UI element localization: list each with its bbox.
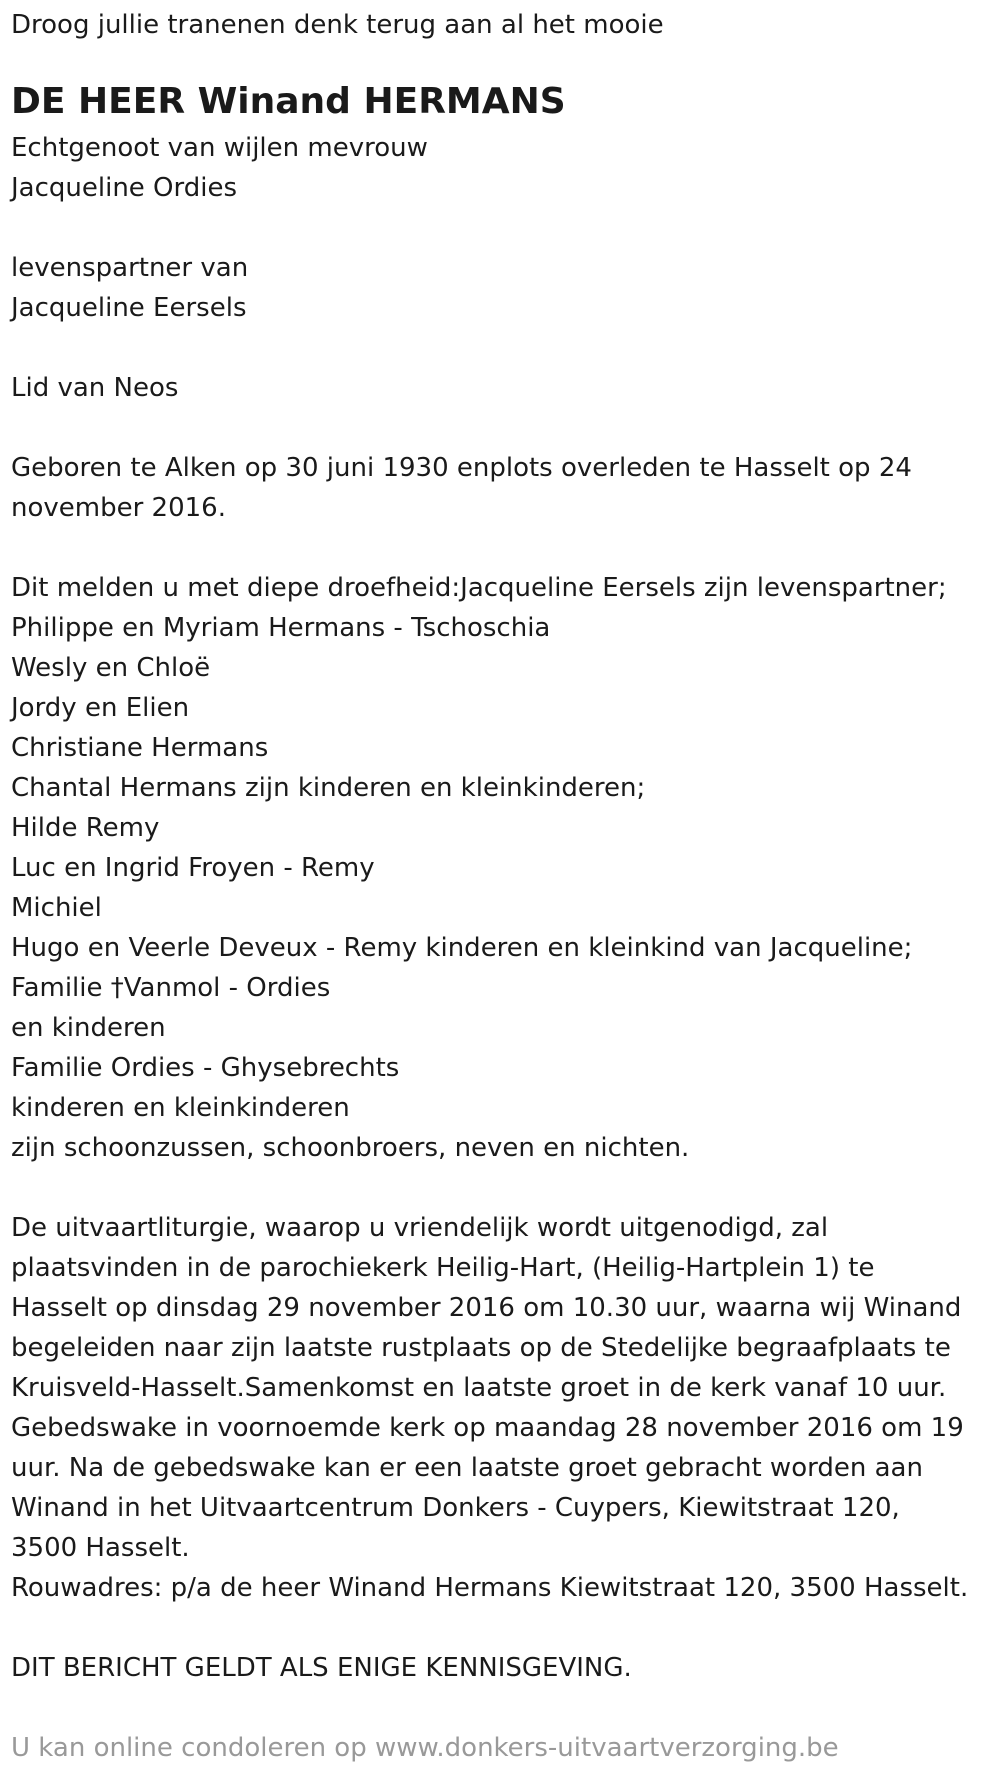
birth-death-block — [11, 448, 1000, 528]
family-line: zijn schoonzussen, schoonbroers, neven en nichten. — [11, 1133, 690, 1163]
spouse-line: Jacqueline Ordies — [11, 173, 238, 203]
motto-text: Droog jullie tranenen denk terug aan al het mooie — [11, 10, 664, 40]
family-line: Chantal Hermans zijn kinderen en kleinkinderen; — [11, 773, 646, 803]
ceremony-block — [11, 1208, 1000, 1608]
birth-death-line: november 2016. — [11, 493, 226, 523]
ceremony-line: plaatsvinden in de parochiekerk Heilig-Hart, (Heilig-Hartplein 1) te — [11, 1253, 875, 1283]
ceremony-line: 3500 Hasselt. — [11, 1533, 190, 1563]
family-line: Wesly en Chloë — [11, 653, 211, 683]
spouse-line: Echtgenoot van wijlen mevrouw — [11, 133, 428, 163]
birth-death-line: Geboren te Alken op 30 juni 1930 enplots overleden te Hasselt op 24 — [11, 453, 912, 483]
partner-line: levenspartner van — [11, 253, 249, 283]
family-line: Christiane Hermans — [11, 733, 269, 763]
partner-line: Jacqueline Eersels — [11, 293, 247, 323]
ceremony-line: begeleiden naar zijn laatste rustplaats op de Stedelijke begraafplaats te — [11, 1333, 951, 1363]
ceremony-line: Winand in het Uitvaartcentrum Donkers - Cuypers, Kiewitstraat 120, — [11, 1493, 900, 1523]
family-line: Hilde Remy — [11, 813, 160, 843]
family-block — [11, 568, 1000, 1168]
ceremony-line: Kruisveld-Hasselt.Samenkomst en laatste groet in de kerk vanaf 10 uur. — [11, 1373, 947, 1403]
family-line: Hugo en Veerle Deveux - Remy kinderen en kleinkind van Jacqueline; — [11, 933, 913, 963]
spouse-block — [11, 128, 1000, 208]
ceremony-line: uur. Na de gebedswake kan er een laatste groet gebracht worden aan — [11, 1453, 923, 1483]
family-line: en kinderen — [11, 1013, 166, 1043]
family-line: kinderen en kleinkinderen — [11, 1093, 350, 1123]
notice-statement: DIT BERICHT GELDT ALS ENIGE KENNISGEVING. — [11, 1653, 632, 1683]
membership-line: Lid van Neos — [11, 373, 179, 403]
ceremony-line: Gebedswake in voornoemde kerk op maandag 28 november 2016 om 19 — [11, 1413, 964, 1443]
family-line: Luc en Ingrid Froyen - Remy — [11, 853, 375, 883]
family-line: Dit melden u met diepe droefheid:Jacqueline Eersels zijn levenspartner; — [11, 573, 947, 603]
partner-block — [11, 248, 1000, 328]
family-line: Philippe en Myriam Hermans - Tschoschia — [11, 613, 551, 643]
family-line: Michiel — [11, 893, 102, 923]
ceremony-line: De uitvaartliturgie, waarop u vriendelijk wordt uitgenodigd, zal — [11, 1213, 829, 1243]
condolence-footer: U kan online condoleren op www.donkers-uitvaartverzorging.be — [11, 1733, 839, 1763]
mourning-address-line: Rouwadres: p/a de heer Winand Hermans Kiewitstraat 120, 3500 Hasselt. — [11, 1573, 969, 1603]
family-line: Jordy en Elien — [11, 693, 190, 723]
family-line: Familie †Vanmol - Ordies — [11, 973, 331, 1003]
deceased-name: DE HEER Winand HERMANS — [11, 81, 566, 122]
family-line: Familie Ordies - Ghysebrechts — [11, 1053, 400, 1083]
ceremony-line: Hasselt op dinsdag 29 november 2016 om 10.30 uur, waarna wij Winand — [11, 1293, 962, 1323]
